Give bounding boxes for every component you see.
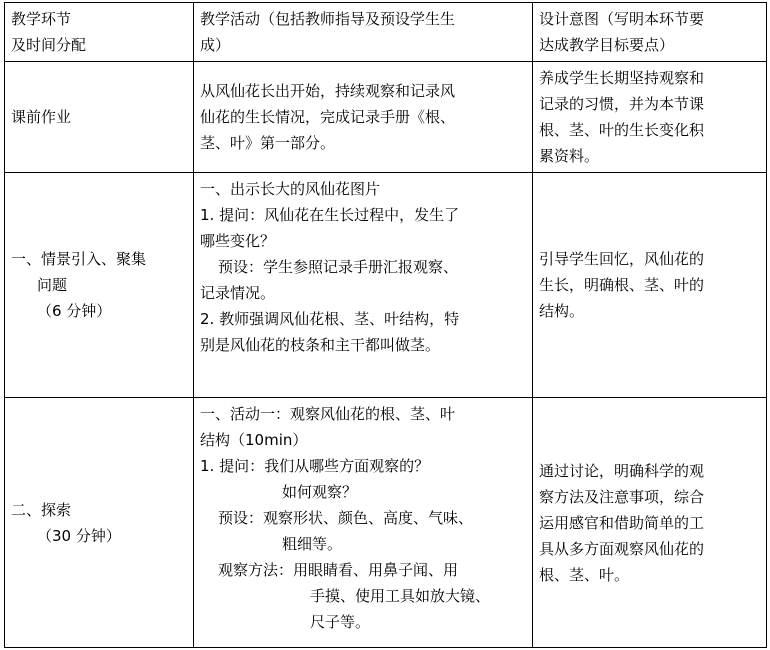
stage-cell: 课前作业: [5, 62, 194, 173]
stage-cell: 一、情景引入、聚集 问题 （6 分钟）: [5, 173, 194, 398]
activity-cell: 一、活动一：观察风仙花的根、茎、叶 结构（10min） 1. 提问：我们从哪些方面观察的？ 如何观察？ 预设：观察形状、颜色、高度、气味、 粗细等。 观察方法：用眼睛看、用鼻子闻、用 手摸、使用工具如放大镜、 尺子等。: [194, 398, 533, 648]
activity-cell: 从风仙花长出开始，持续观察和记录风 仙花的生长情况，完成记录手册《根、 茎、叶》第一部分。: [194, 62, 533, 173]
table-row: [5, 62, 767, 173]
table-row: [5, 398, 767, 648]
intent-cell: 通过讨论，明确科学的观 察方法及注意事项，综合 运用感官和借助简单的工 具从多方面观察风仙花的 根、茎、叶。: [533, 398, 767, 648]
lesson-plan-table: [4, 2, 767, 648]
intent-cell: 养成学生长期坚持观察和 记录的习惯，并为本节课 根、茎、叶的生长变化积 累资料。: [533, 62, 767, 173]
intent-cell: 引导学生回忆，风仙花的 生长，明确根、茎、叶的 结构。: [533, 173, 767, 398]
header-intent-cell: 设计意图（写明本环节要 达成教学目标要点）: [533, 3, 767, 62]
activity-cell: 一、出示长大的风仙花图片 1. 提问：风仙花在生长过程中，发生了 哪些变化？ 预设：学生参照记录手册汇报观察、 记录情况。 2. 教师强调风仙花根、茎、叶结构，特 别是风仙花的枝条和主干都叫做茎。: [194, 173, 533, 398]
header-activity-cell: 教学活动（包括教师指导及预设学生生 成）: [194, 3, 533, 62]
header-stage-cell: 教学环节 及时间分配: [5, 3, 194, 62]
table-row: [5, 173, 767, 398]
header-row: [5, 3, 767, 62]
stage-cell: 二、探索 （30 分钟）: [5, 398, 194, 648]
